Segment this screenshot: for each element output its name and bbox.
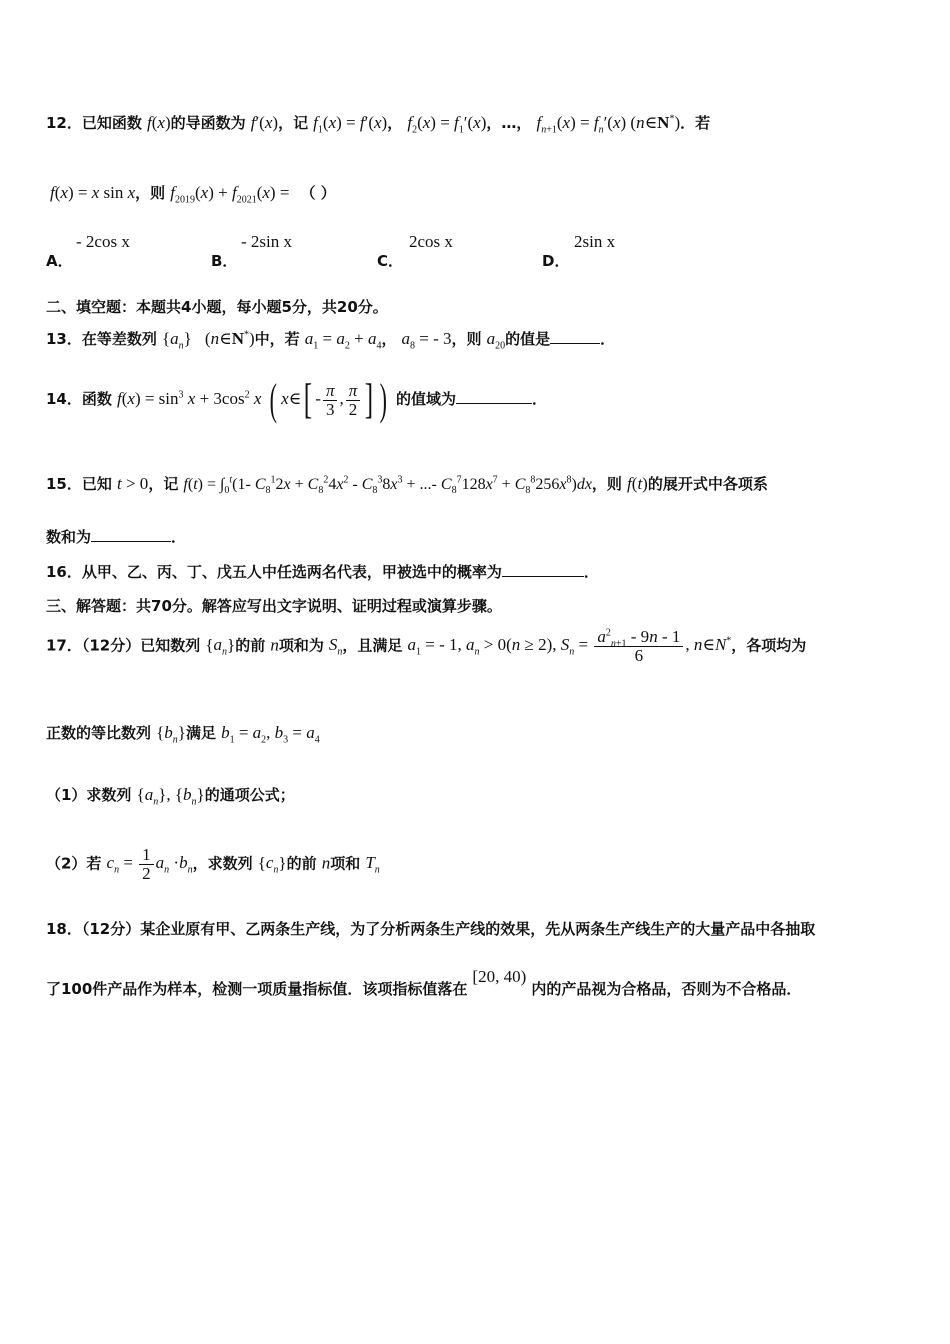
section3-heading: 三、解答题：共70分。解答应写出文字说明、证明过程或演算步骤。 — [46, 597, 502, 615]
q12-answer-paren: （ ） — [300, 184, 336, 202]
q12-fdef: f(x) = x sin x — [50, 183, 136, 202]
q14-blank[interactable] — [456, 389, 532, 404]
q18-interval: [20, 40) — [472, 967, 527, 986]
q15-blank[interactable] — [91, 527, 171, 542]
q13-blank[interactable] — [550, 329, 600, 344]
section2-heading: 二、填空题：本题共4小题，每小题5分，共20分。 — [46, 298, 388, 316]
q12-fn1: $f_{n+1}(x) = f_n'(x)$ (n∈N*) — [536, 113, 681, 136]
q13: 13．在等差数列 $\{a_n\}$ (n∈N*)中，若 $a_1 = a_2 + a_4$， $a_8$ = - 3，则 $a_{20}$的值是 ． — [46, 329, 616, 352]
q12-line2: f(x) = x sin x，则 $f_{2019}(x) + f_{2021}(x)$ = （ ） — [50, 183, 336, 206]
q18-line2: 了100件产品作为样本，检测一项质量指标值．该项指标值落在 [20, 40) 内的产品视为合格品，否则为不合格品． — [46, 967, 802, 998]
q18-line1: 18．（12分）某企业原有甲、乙两条生产线，为了分析两条生产线的效果，先从两条生产线生产的大量产品中各抽取 — [46, 920, 816, 938]
q12-f2: $f_2(x) = f_1'(x)$ — [407, 113, 487, 136]
q14: 14．函数 $f(x) = \sin^3 x + 3\cos^2$ x ( x∈[ - $\frac{\pi}{3}$ , $\frac{\pi}{2}$ ] ) 的值域为 ． — [46, 375, 548, 424]
q17-part1: （1）求数列 $\{a_n\}$, $\{b_n\}$的通项公式； — [46, 785, 295, 808]
q12-number: 12． — [46, 114, 82, 132]
q15-line1: 15．已知 t > 0，记 $f(t) = \int_0^t(1-$ $C_8^12x + C_8^24x^2 - C_8^38x^3$ + ...- $C_8^7128x^7 + C_8^8256x^8)dx$，则 f(t)的展开式中各项系 — [46, 474, 768, 497]
q16: 16．从甲、乙、丙、丁、戊五人中任选两名代表，甲被选中的概率为 ． — [46, 563, 599, 581]
q17-part2: （2）若 $c_n$ = $\frac{1}{2}$ $a_n \cdot b_n$，求数列 $\{c_n\}$的前 n项和 $T_n$ — [46, 845, 380, 883]
q16-blank[interactable] — [502, 562, 584, 577]
q12-fx: f(x) — [146, 113, 171, 132]
q17-line2: 正数的等比数列 $\{b_n\}$满足 $b_1 = a_2$, $b_3 = a_4$ — [46, 723, 320, 746]
q12-fpx: f′(x) — [250, 113, 279, 132]
q12-sum: $f_{2019}(x) + f_{2021}(x)$ = — [170, 183, 290, 206]
q17-line1: 17．（12分）已知数列 $\{a_n\}$的前 n项和为 $S_n$，且满足 $a_1$ = - 1, $a_n > 0(n \ge 2)$, $S_n$ = $\frac{a^2_{n+1} - 9n - 1}{6}$ , n∈N*，各项均为 — [46, 627, 807, 665]
q12-f1: $f_1(x) = f'(x)$ — [313, 113, 388, 136]
q12-line1: 12．已知函数 f(x)的导函数为 f′(x)，记 $f_1(x) = f'(x)$， $f_2(x) = f_1'(x)$，…， $f_{n+1}(x) = f_n'(x)$ (n∈N*)．若 — [46, 113, 711, 136]
q15-line2: 数和为 ． — [46, 528, 187, 546]
